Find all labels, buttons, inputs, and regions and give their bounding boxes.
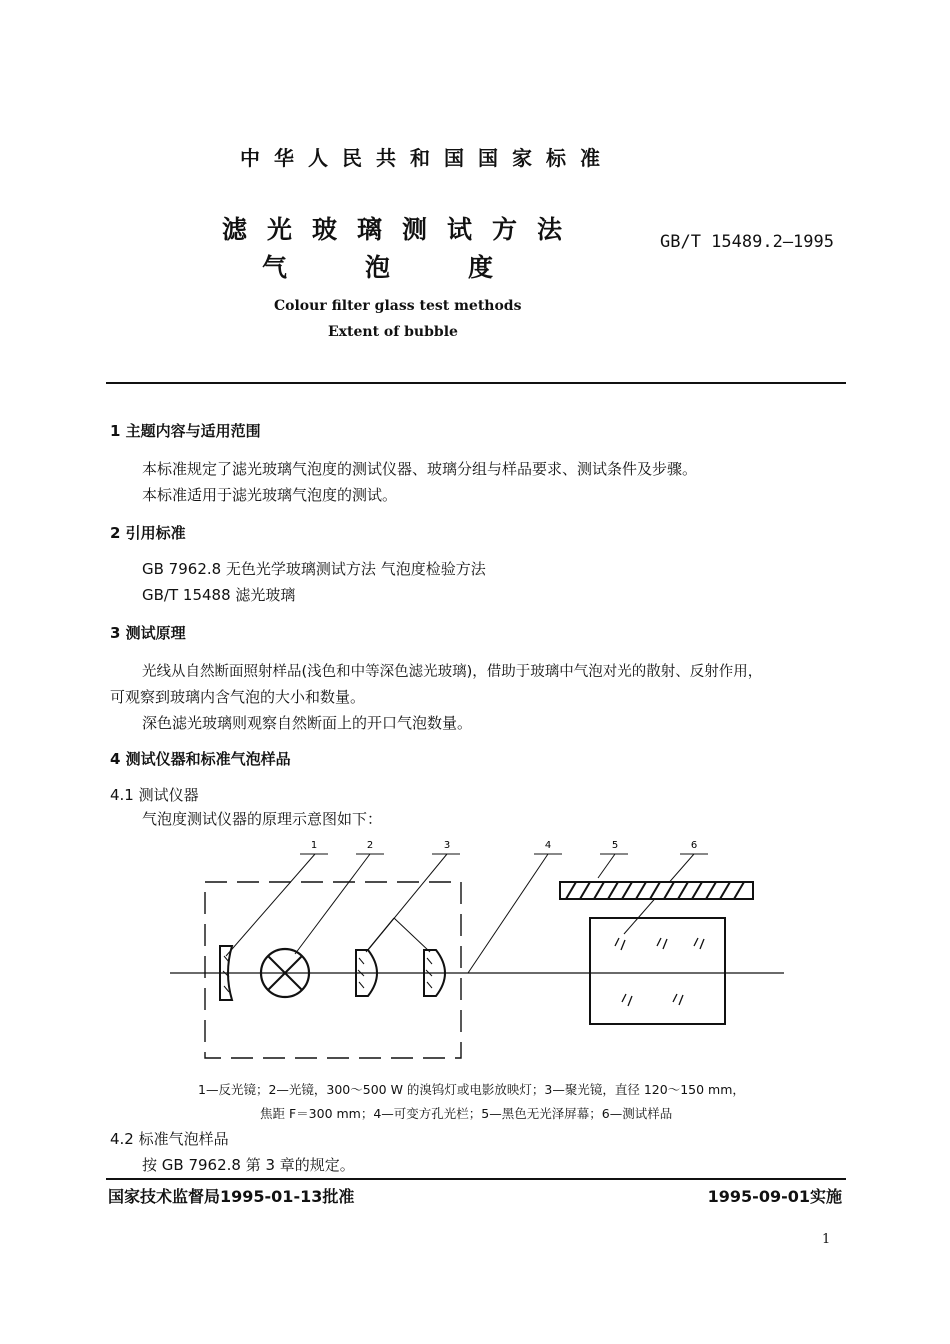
section-1-paragraph-1: 本标准规定了滤光玻璃气泡度的测试仪器、玻璃分组与样品要求、测试条件及步骤。 (142, 460, 698, 478)
section-4-2-heading: 4.2 标准气泡样品 (110, 1130, 229, 1148)
section-1-heading: 1 主题内容与适用范围 (110, 422, 261, 440)
label-4: 4 (544, 840, 552, 851)
document-title: 滤光玻璃测试方法 (222, 215, 583, 244)
label-2: 2 (366, 840, 374, 851)
header-divider (106, 382, 846, 384)
section-3-paragraph-2: 深色滤光玻璃则观察自然断面上的开口气泡数量。 (142, 714, 473, 732)
instrument-diagram (160, 836, 800, 1066)
diagram-caption-line-2: 焦距 F＝300 mm；4—可变方孔光栏；5—黑色无光泽屏幕；6—测试样品 (260, 1106, 673, 1121)
standard-number: GB/T 15489.2—1995 (660, 232, 834, 252)
section-4-1-text: 气泡度测试仪器的原理示意图如下： (142, 810, 383, 828)
label-5: 5 (611, 840, 619, 851)
leader-line-5 (598, 854, 615, 878)
label-1: 1 (310, 840, 318, 851)
leader-line-4 (468, 854, 548, 973)
reference-1: GB 7962.8 无色光学玻璃测试方法 气泡度检验方法 (142, 560, 486, 578)
page-number: 1 (822, 1232, 831, 1247)
english-subtitle: Extent of bubble (328, 324, 458, 340)
section-3-paragraph-1a: 光线从自然断面照射样品(浅色和中等深色滤光玻璃)，借助于玻璃中气泡对光的散射、反射作用， (142, 664, 763, 680)
effective-date: 1995-09-01实施 (707, 1187, 842, 1206)
housing-outline (205, 882, 461, 1058)
test-sample (590, 918, 725, 1024)
reference-2: GB/T 15488 滤光玻璃 (142, 586, 296, 604)
section-4-2-text: 按 GB 7962.8 第 3 章的规定。 (142, 1156, 355, 1174)
leader-line-1 (226, 854, 315, 956)
section-3-heading: 3 测试原理 (110, 624, 186, 642)
section-3-paragraph-1b: 可观察到玻璃内含气泡的大小和数量。 (110, 688, 366, 706)
label-6: 6 (690, 840, 698, 851)
section-4-1-heading: 4.1 测试仪器 (110, 786, 199, 804)
section-4-heading: 4 测试仪器和标准气泡样品 (110, 750, 291, 768)
footer-divider (106, 1178, 846, 1180)
approval-date: 国家技术监督局1995-01-13批准 (108, 1187, 355, 1206)
label-3: 3 (443, 840, 451, 851)
org-title: 中华人民共和国国家标准 (240, 146, 614, 170)
english-title: Colour filter glass test methods (274, 298, 522, 314)
diagram-caption-line-1: 1—反光镜；2—光镜，300～500 W 的溴钨灯或电影放映灯；3—聚光镜，直径 120～150 mm， (198, 1082, 745, 1097)
section-2-heading: 2 引用标准 (110, 524, 186, 542)
black-screen (560, 882, 753, 899)
document-subtitle: 气泡度 (262, 253, 572, 282)
section-1-paragraph-2: 本标准适用于滤光玻璃气泡度的测试。 (142, 486, 398, 504)
leader-line-2 (295, 854, 370, 954)
